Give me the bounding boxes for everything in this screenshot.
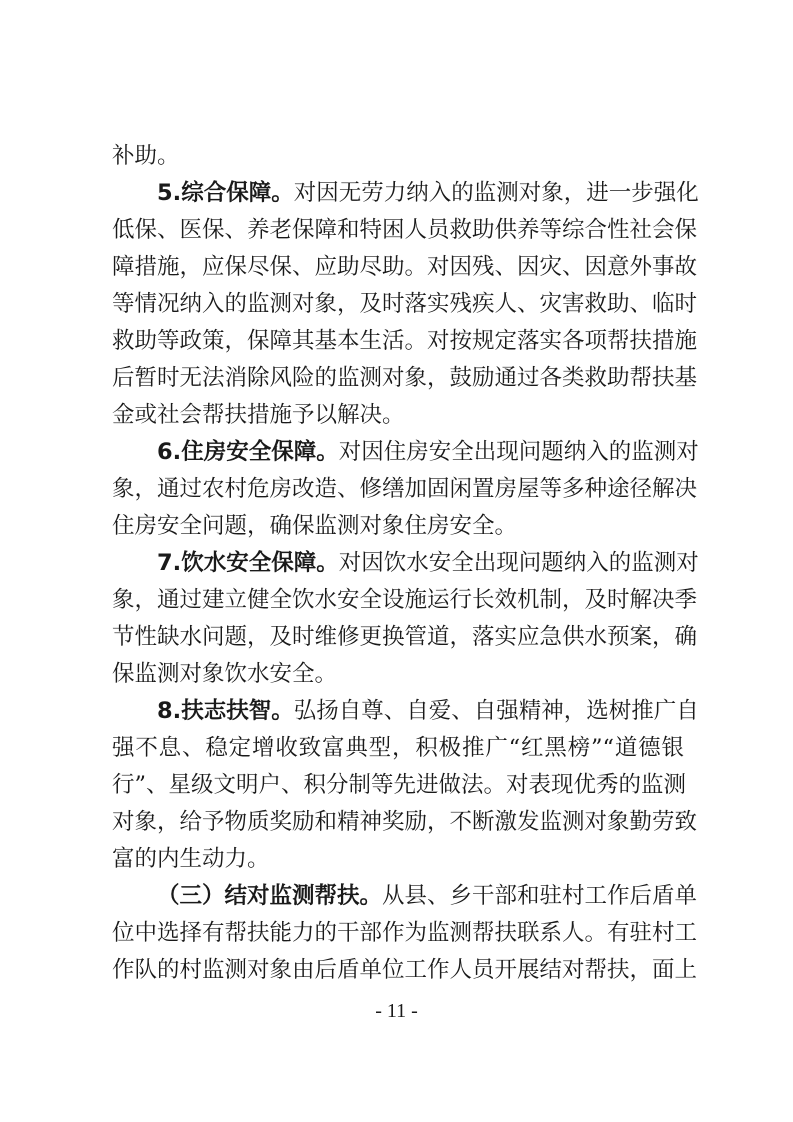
section-8-first-line [112,693,699,730]
section-5-heading: 5.综合保障。 [157,180,294,206]
text-line [112,619,698,656]
text-line-content: 位中选择有帮扶能力的干部作为监测帮扶联系人。有驻村工 [112,920,698,946]
text-line-content: 象，通过建立健全饮水安全设施运行长效机制，及时解决季 [112,587,698,613]
text-line [112,249,698,286]
section-7-first-line [112,545,699,582]
text-line-content: 救助等政策，保障其基本生活。对按规定落实各项帮扶措施 [112,328,698,354]
text-line [112,656,684,693]
text-line [112,286,698,323]
text-line [112,952,698,989]
text-line-content: 对因饮水安全出现问题纳入的监测对 [338,550,699,576]
text-line-content: 象，通过农村危房改造、修缮加固闲置房屋等多种途径解决 [112,476,698,502]
text-line-content: 从县、乡干部和驻村工作后盾单 [382,883,698,909]
text-line [112,360,698,397]
text-line [112,804,698,841]
text-line-content: 作队的村监测对象由后盾单位工作人员开展结对帮扶，面上 [112,957,698,983]
text-line-content: 富的内生动力。 [112,846,270,872]
text-line [112,582,698,619]
text-line-content: 对因无劳力纳入的监测对象，进一步强化 [293,180,699,206]
text-line-content: 弘扬自尊、自爱、自强精神，选树推广自 [293,698,699,724]
text-line-content: 对象，给予物质奖励和精神奖励，不断激发监测对象勤劳致 [112,809,698,835]
text-line [112,508,684,545]
text-line [112,767,687,804]
text-line [112,397,684,434]
text-line [112,471,698,508]
text-line [112,138,684,175]
text-line [112,212,698,249]
text-line-content: 金或社会帮扶措施予以解决。 [112,402,405,428]
section-5-first-line [112,175,699,212]
body-text [112,138,699,989]
text-line-content: 后暂时无法消除风险的监测对象，鼓励通过各类救助帮扶基 [112,365,698,391]
text-line-content: 节性缺水问题，及时维修更换管道，落实应急供水预案，确 [112,624,698,650]
section-8-heading: 8.扶志扶智。 [157,698,294,724]
text-line-content: 住房安全问题，确保监测对象住房安全。 [112,513,518,539]
text-line-content: 低保、医保、养老保障和特困人员救助供养等综合性社会保 [112,217,698,243]
text-line-content: 强不息、稳定增收致富典型，积极推广“红黑榜”“道德银 [112,735,684,761]
text-line-content: 障措施，应保尽保、应助尽助。对因残、因灾、因意外事故 [112,254,698,280]
page-number: - 11 - [375,1000,418,1022]
text-line [112,841,684,878]
section-3-heading: （三）结对监测帮扶。 [157,883,383,909]
text-line [112,915,698,952]
text-line [112,730,684,767]
section-6-heading: 6.住房安全保障。 [157,439,339,465]
text-line [112,323,698,360]
text-line-content: 等情况纳入的监测对象，及时落实残疾人、灾害救助、临时 [112,291,698,317]
section-3-first-line [112,878,698,915]
section-6-first-line [112,434,699,471]
text-line-content: 对因住房安全出现问题纳入的监测对 [338,439,699,465]
text-line-content: 补助。 [112,143,180,169]
section-7-heading: 7.饮水安全保障。 [157,550,339,576]
text-line-content: 保监测对象饮水安全。 [112,661,338,687]
text-line-content: 行”、星级文明户、积分制等先进做法。对表现优秀的监测 [112,772,687,798]
